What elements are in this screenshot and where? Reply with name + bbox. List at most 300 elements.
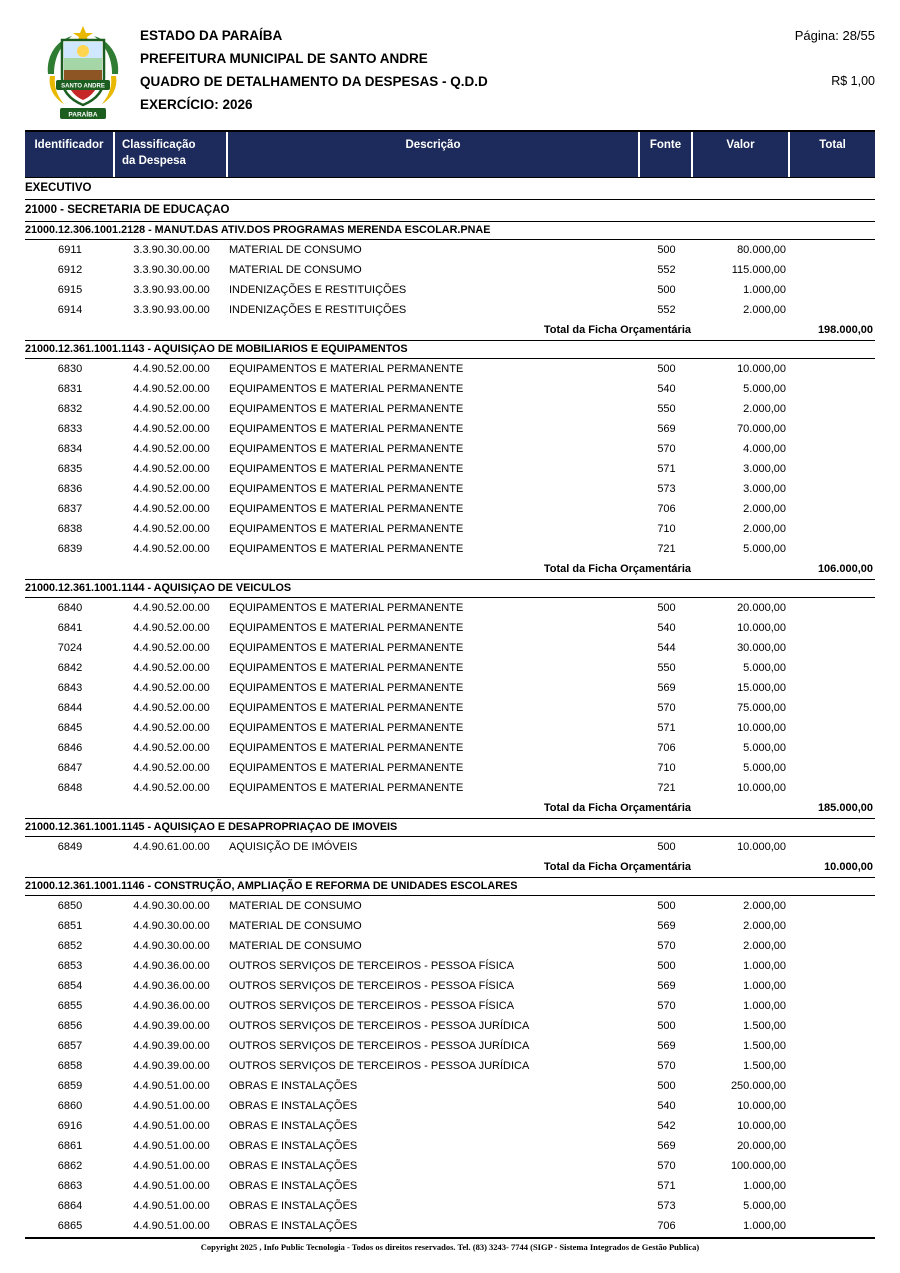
cell-classification: 4.4.90.61.00.00: [133, 841, 210, 853]
cell-identifier: 6851: [57, 920, 83, 932]
table-row: [25, 996, 875, 1016]
cell-total: [790, 539, 875, 559]
cell-source: 500: [657, 960, 676, 972]
table-row: [25, 1176, 875, 1196]
ficha-total-row: [25, 559, 875, 580]
cell-description: EQUIPAMENTOS E MATERIAL PERMANENTE: [229, 523, 464, 535]
table-row: [25, 916, 875, 936]
cell-total: [790, 419, 875, 439]
cell-source: 706: [657, 503, 676, 515]
cell-source: 569: [657, 1140, 676, 1152]
org-section-row: 21000 - SECRETARIA DE EDUCAÇAO: [25, 200, 875, 222]
cell-identifier: 6842: [57, 662, 83, 674]
ficha-total-value: 106.000,00: [817, 563, 873, 575]
cell-description: EQUIPAMENTOS E MATERIAL PERMANENTE: [229, 782, 464, 794]
cell-source: 542: [657, 1120, 676, 1132]
cell-description: EQUIPAMENTOS E MATERIAL PERMANENTE: [229, 682, 464, 694]
cell-source: 573: [657, 483, 676, 495]
cell-source: 721: [657, 782, 676, 794]
cell-total: [790, 379, 875, 399]
cell-source: 500: [657, 1020, 676, 1032]
column-header-description: Descrição: [228, 132, 640, 177]
cell-classification: 4.4.90.36.00.00: [133, 960, 210, 972]
cell-classification: 4.4.90.52.00.00: [133, 523, 210, 535]
cell-classification: 4.4.90.52.00.00: [133, 363, 210, 375]
cell-identifier: 6838: [57, 523, 83, 535]
table-body: [25, 222, 875, 1236]
cell-source: 500: [657, 602, 676, 614]
cell-value: 10.000,00: [737, 363, 786, 375]
ficha-total-row: [25, 798, 875, 819]
cell-value: 30.000,00: [737, 642, 786, 654]
table-row: [25, 956, 875, 976]
cell-total: [790, 718, 875, 738]
cell-source: 570: [657, 1060, 676, 1072]
cell-classification: 4.4.90.52.00.00: [133, 742, 210, 754]
cell-value: 100.000,00: [730, 1160, 786, 1172]
cell-classification: 4.4.90.52.00.00: [133, 503, 210, 515]
coat-of-arms-icon: [38, 24, 128, 122]
cell-identifier: 6835: [57, 463, 83, 475]
cell-identifier: 6849: [57, 841, 83, 853]
cell-description: EQUIPAMENTOS E MATERIAL PERMANENTE: [229, 363, 464, 375]
cell-source: 550: [657, 662, 676, 674]
cell-source: 571: [657, 722, 676, 734]
cell-identifier: 6857: [57, 1040, 83, 1052]
cell-source: 570: [657, 1160, 676, 1172]
cell-classification: 4.4.90.51.00.00: [133, 1120, 210, 1132]
report-title: QUADRO DE DETALHAMENTO DA DESPESAS - Q.D.D: [140, 74, 488, 89]
table-row: [25, 399, 875, 419]
table-row: [25, 1076, 875, 1096]
table-row: [25, 359, 875, 379]
cell-classification: 4.4.90.52.00.00: [133, 622, 210, 634]
report-title-block: [140, 24, 488, 116]
cell-total: [790, 976, 875, 996]
cell-value: 75.000,00: [737, 702, 786, 714]
cell-total: [790, 658, 875, 678]
cell-value: 5.000,00: [743, 543, 786, 555]
cell-value: 10.000,00: [737, 722, 786, 734]
cell-classification: 4.4.90.36.00.00: [133, 980, 210, 992]
cell-source: 500: [657, 1080, 676, 1092]
cell-total: [790, 479, 875, 499]
cell-total: [790, 300, 875, 320]
cell-total: [790, 778, 875, 798]
cell-classification: 4.4.90.39.00.00: [133, 1020, 210, 1032]
cell-description: EQUIPAMENTOS E MATERIAL PERMANENTE: [229, 702, 464, 714]
table-row: [25, 240, 875, 260]
cell-value: 2.000,00: [743, 940, 786, 952]
table-row: [25, 698, 875, 718]
cell-identifier: 6831: [57, 383, 83, 395]
cell-total: [790, 1056, 875, 1076]
table-row: [25, 499, 875, 519]
table-row: [25, 837, 875, 857]
cell-classification: 4.4.90.52.00.00: [133, 463, 210, 475]
cell-identifier: 6837: [57, 503, 83, 515]
cell-classification: 4.4.90.30.00.00: [133, 900, 210, 912]
cell-value: 5.000,00: [743, 742, 786, 754]
column-header-source: Fonte: [640, 132, 693, 177]
cell-classification: 4.4.90.52.00.00: [133, 602, 210, 614]
cell-description: OUTROS SERVIÇOS DE TERCEIROS - PESSOA JURÍDICA: [229, 1040, 530, 1052]
cell-description: OUTROS SERVIÇOS DE TERCEIROS - PESSOA FÍSICA: [229, 980, 515, 992]
cell-identifier: 6860: [57, 1100, 83, 1112]
column-header-identifier: Identificador: [25, 132, 115, 177]
cell-total: [790, 698, 875, 718]
cell-source: 706: [657, 742, 676, 754]
table-row: [25, 479, 875, 499]
ficha-total-value: 10.000,00: [824, 861, 873, 873]
cell-description: OBRAS E INSTALAÇÕES: [229, 1180, 358, 1192]
cell-identifier: 6845: [57, 722, 83, 734]
table-row: [25, 1136, 875, 1156]
cell-source: 706: [657, 1220, 676, 1232]
table-header-row: [25, 130, 875, 178]
table-row: [25, 658, 875, 678]
copyright-text: Copyright 2025 , Info Public Tecnologia - Todos os direitos reservados. Tel. (83) 3243- 7744 (SIGP - Sistema Integrados de Gestão Publica): [200, 1242, 700, 1252]
cell-description: EQUIPAMENTOS E MATERIAL PERMANENTE: [229, 642, 464, 654]
cell-source: 569: [657, 682, 676, 694]
cell-source: 500: [657, 244, 676, 256]
cell-total: [790, 280, 875, 300]
cell-value: 250.000,00: [730, 1080, 786, 1092]
cell-source: 550: [657, 403, 676, 415]
cell-identifier: 6846: [57, 742, 83, 754]
cell-description: EQUIPAMENTOS E MATERIAL PERMANENTE: [229, 463, 464, 475]
cell-identifier: 6855: [57, 1000, 83, 1012]
cell-classification: 3.3.90.93.00.00: [133, 304, 210, 316]
cell-total: [790, 459, 875, 479]
cell-description: OBRAS E INSTALAÇÕES: [229, 1080, 358, 1092]
cell-identifier: 6844: [57, 702, 83, 714]
ficha-total-label: Total da Ficha Orçamentária: [543, 563, 691, 575]
cell-total: [790, 758, 875, 778]
column-header-value: Valor: [693, 132, 790, 177]
cell-classification: 4.4.90.51.00.00: [133, 1100, 210, 1112]
cell-source: 710: [657, 523, 676, 535]
cell-description: EQUIPAMENTOS E MATERIAL PERMANENTE: [229, 602, 464, 614]
cell-value: 5.000,00: [743, 383, 786, 395]
cell-classification: 4.4.90.51.00.00: [133, 1160, 210, 1172]
cell-identifier: 6839: [57, 543, 83, 555]
table-row: [25, 896, 875, 916]
cell-description: EQUIPAMENTOS E MATERIAL PERMANENTE: [229, 662, 464, 674]
table-row: [25, 519, 875, 539]
cell-source: 710: [657, 762, 676, 774]
cell-source: 571: [657, 1180, 676, 1192]
cell-description: MATERIAL DE CONSUMO: [229, 264, 362, 276]
cell-source: 540: [657, 622, 676, 634]
cell-source: 570: [657, 1000, 676, 1012]
cell-total: [790, 916, 875, 936]
cell-description: INDENIZAÇÕES E RESTITUIÇÕES: [229, 284, 407, 296]
cell-classification: 4.4.90.52.00.00: [133, 483, 210, 495]
cell-identifier: 6865: [57, 1220, 83, 1232]
ficha-total-row: [25, 320, 875, 341]
table-row: [25, 1116, 875, 1136]
cell-identifier: 6859: [57, 1080, 83, 1092]
cell-identifier: 6854: [57, 980, 83, 992]
cell-value: 1.000,00: [743, 960, 786, 972]
cell-source: 500: [657, 363, 676, 375]
cell-description: EQUIPAMENTOS E MATERIAL PERMANENTE: [229, 403, 464, 415]
svg-text:SANTO ANDRE: SANTO ANDRE: [61, 83, 105, 90]
cell-identifier: 6850: [57, 900, 83, 912]
exercise-year: EXERCÍCIO: 2026: [140, 97, 253, 112]
cell-source: 569: [657, 980, 676, 992]
cell-total: [790, 499, 875, 519]
table-row: [25, 459, 875, 479]
cell-total: [790, 598, 875, 618]
cell-source: 500: [657, 841, 676, 853]
cell-value: 10.000,00: [737, 1100, 786, 1112]
cell-source: 540: [657, 383, 676, 395]
table-row: [25, 1096, 875, 1116]
cell-source: 570: [657, 940, 676, 952]
cell-description: OUTROS SERVIÇOS DE TERCEIROS - PESSOA FÍSICA: [229, 1000, 515, 1012]
table-row: [25, 1156, 875, 1176]
cell-total: [790, 359, 875, 379]
coat-of-arms-logo: [38, 24, 128, 122]
cell-identifier: 6843: [57, 682, 83, 694]
cell-value: 70.000,00: [737, 423, 786, 435]
cell-source: 570: [657, 702, 676, 714]
cell-description: EQUIPAMENTOS E MATERIAL PERMANENTE: [229, 722, 464, 734]
table-row: [25, 419, 875, 439]
cell-total: [790, 240, 875, 260]
cell-value: 1.500,00: [743, 1060, 786, 1072]
cell-classification: 4.4.90.51.00.00: [133, 1220, 210, 1232]
cell-identifier: 6834: [57, 443, 83, 455]
state-name: ESTADO DA PARAÍBA: [140, 28, 283, 43]
cell-classification: 4.4.90.51.00.00: [133, 1180, 210, 1192]
cell-classification: 4.4.90.30.00.00: [133, 940, 210, 952]
cell-description: AQUISIÇÃO DE IMÓVEIS: [229, 841, 358, 853]
cell-classification: 4.4.90.39.00.00: [133, 1060, 210, 1072]
power-section-row: EXECUTIVO: [25, 178, 875, 200]
cell-classification: 4.4.90.39.00.00: [133, 1040, 210, 1052]
table-row: [25, 439, 875, 459]
cell-identifier: 6840: [57, 602, 83, 614]
cell-description: OUTROS SERVIÇOS DE TERCEIROS - PESSOA JURÍDICA: [229, 1060, 530, 1072]
cell-value: 1.500,00: [743, 1040, 786, 1052]
cell-identifier: 6830: [57, 363, 83, 375]
table-row: [25, 758, 875, 778]
cell-source: 571: [657, 463, 676, 475]
table-row: [25, 1036, 875, 1056]
cell-identifier: 6863: [57, 1180, 83, 1192]
cell-classification: 4.4.90.52.00.00: [133, 443, 210, 455]
cell-value: 2.000,00: [743, 304, 786, 316]
ficha-total-value: 198.000,00: [817, 324, 873, 336]
cell-classification: 4.4.90.52.00.00: [133, 722, 210, 734]
ficha-total-label: Total da Ficha Orçamentária: [543, 324, 691, 336]
cell-description: OBRAS E INSTALAÇÕES: [229, 1140, 358, 1152]
cell-source: 552: [657, 264, 676, 276]
program-header-row: 21000.12.361.1001.1145 - AQUISIÇAO E DESAPROPRIAÇAO DE IMOVEIS: [25, 819, 875, 837]
cell-value: 5.000,00: [743, 762, 786, 774]
cell-identifier: 6861: [57, 1140, 83, 1152]
table-row: [25, 618, 875, 638]
cell-description: EQUIPAMENTOS E MATERIAL PERMANENTE: [229, 443, 464, 455]
cell-description: OBRAS E INSTALAÇÕES: [229, 1160, 358, 1172]
cell-classification: 3.3.90.30.00.00: [133, 264, 210, 276]
cell-identifier: 6853: [57, 960, 83, 972]
cell-total: [790, 1136, 875, 1156]
cell-source: 500: [657, 900, 676, 912]
column-header-classification: [115, 132, 228, 177]
cell-total: [790, 896, 875, 916]
table-row: [25, 598, 875, 618]
cell-description: OUTROS SERVIÇOS DE TERCEIROS - PESSOA FÍSICA: [229, 960, 515, 972]
table-row: [25, 738, 875, 758]
cell-total: [790, 1176, 875, 1196]
table-row: [25, 539, 875, 559]
cell-value: 2.000,00: [743, 920, 786, 932]
cell-identifier: 6916: [57, 1120, 83, 1132]
svg-text:PARAÍBA: PARAÍBA: [68, 111, 98, 119]
cell-description: OBRAS E INSTALAÇÕES: [229, 1120, 358, 1132]
cell-identifier: 6858: [57, 1060, 83, 1072]
cell-total: [790, 399, 875, 419]
program-header-row: 21000.12.361.1001.1143 - AQUISIÇAO DE MOBILIARIOS E EQUIPAMENTOS: [25, 341, 875, 359]
cell-total: [790, 1196, 875, 1216]
currency-unit: R$ 1,00: [831, 74, 875, 88]
cell-identifier: 6911: [58, 244, 82, 256]
page-number: Página: 28/55: [794, 28, 875, 43]
table-row: [25, 936, 875, 956]
cell-identifier: 6847: [57, 762, 83, 774]
ficha-total-row: [25, 857, 875, 878]
cell-total: [790, 1156, 875, 1176]
cell-total: [790, 618, 875, 638]
cell-total: [790, 638, 875, 658]
ficha-total-label: Total da Ficha Orçamentária: [543, 802, 691, 814]
cell-value: 10.000,00: [737, 622, 786, 634]
cell-description: OUTROS SERVIÇOS DE TERCEIROS - PESSOA JURÍDICA: [229, 1020, 530, 1032]
cell-value: 5.000,00: [743, 1200, 786, 1212]
cell-value: 10.000,00: [737, 841, 786, 853]
cell-classification: 4.4.90.52.00.00: [133, 782, 210, 794]
cell-classification: 4.4.90.52.00.00: [133, 423, 210, 435]
cell-classification: 4.4.90.52.00.00: [133, 682, 210, 694]
cell-source: 570: [657, 443, 676, 455]
cell-description: OBRAS E INSTALAÇÕES: [229, 1200, 358, 1212]
cell-total: [790, 439, 875, 459]
table-row: [25, 260, 875, 280]
ficha-total-label: Total da Ficha Orçamentária: [543, 861, 691, 873]
cell-value: 1.000,00: [743, 980, 786, 992]
cell-description: MATERIAL DE CONSUMO: [229, 244, 362, 256]
cell-source: 540: [657, 1100, 676, 1112]
cell-classification: 4.4.90.52.00.00: [133, 762, 210, 774]
cell-source: 573: [657, 1200, 676, 1212]
table-row: [25, 1196, 875, 1216]
cell-total: [790, 519, 875, 539]
cell-value: 3.000,00: [743, 463, 786, 475]
classification-line2: da Despesa: [122, 155, 186, 167]
cell-identifier: 6836: [57, 483, 83, 495]
cell-identifier: 6848: [57, 782, 83, 794]
cell-description: OBRAS E INSTALAÇÕES: [229, 1100, 358, 1112]
cell-identifier: 6912: [57, 264, 83, 276]
column-header-total: Total: [790, 132, 875, 177]
cell-value: 80.000,00: [737, 244, 786, 256]
cell-total: [790, 1076, 875, 1096]
cell-description: OBRAS E INSTALAÇÕES: [229, 1220, 358, 1232]
cell-total: [790, 1096, 875, 1116]
cell-classification: 4.4.90.52.00.00: [133, 642, 210, 654]
cell-classification: 4.4.90.52.00.00: [133, 543, 210, 555]
cell-source: 569: [657, 920, 676, 932]
program-header-row: 21000.12.361.1001.1146 - CONSTRUÇÃO, AMPLIAÇÃO E REFORMA DE UNIDADES ESCOLARES: [25, 878, 875, 896]
municipality-name: PREFEITURA MUNICIPAL DE SANTO ANDRE: [140, 51, 428, 66]
ficha-total-value: 185.000,00: [817, 802, 873, 814]
cell-total: [790, 1036, 875, 1056]
cell-value: 20.000,00: [737, 602, 786, 614]
report-header: [0, 0, 900, 130]
cell-classification: 4.4.90.30.00.00: [133, 920, 210, 932]
program-header-row: 21000.12.306.1001.2128 - MANUT.DAS ATIV.DOS PROGRAMAS MERENDA ESCOLAR.PNAE: [25, 222, 875, 240]
table-row: [25, 976, 875, 996]
cell-description: EQUIPAMENTOS E MATERIAL PERMANENTE: [229, 543, 464, 555]
cell-source: 552: [657, 304, 676, 316]
cell-source: 544: [657, 642, 676, 654]
cell-total: [790, 1216, 875, 1236]
cell-value: 2.000,00: [743, 503, 786, 515]
cell-identifier: 6852: [57, 940, 83, 952]
table-row: [25, 638, 875, 658]
cell-identifier: 6833: [57, 423, 83, 435]
cell-value: 1.000,00: [743, 1180, 786, 1192]
cell-total: [790, 260, 875, 280]
cell-value: 115.000,00: [731, 264, 786, 276]
cell-value: 2.000,00: [743, 403, 786, 415]
cell-classification: 3.3.90.93.00.00: [133, 284, 210, 296]
cell-classification: 4.4.90.36.00.00: [133, 1000, 210, 1012]
cell-description: EQUIPAMENTOS E MATERIAL PERMANENTE: [229, 383, 464, 395]
cell-identifier: 6914: [57, 304, 83, 316]
cell-classification: 4.4.90.51.00.00: [133, 1080, 210, 1092]
classification-line1: Classificação: [122, 139, 196, 151]
table-row: [25, 1016, 875, 1036]
cell-total: [790, 837, 875, 857]
cell-value: 3.000,00: [743, 483, 786, 495]
cell-value: 1.000,00: [743, 1220, 786, 1232]
cell-value: 1.000,00: [743, 284, 786, 296]
table-row: [25, 280, 875, 300]
cell-description: EQUIPAMENTOS E MATERIAL PERMANENTE: [229, 503, 464, 515]
cell-total: [790, 996, 875, 1016]
cell-description: EQUIPAMENTOS E MATERIAL PERMANENTE: [229, 762, 464, 774]
table-row: [25, 718, 875, 738]
cell-classification: 4.4.90.51.00.00: [133, 1200, 210, 1212]
cell-value: 4.000,00: [743, 443, 786, 455]
cell-classification: 4.4.90.52.00.00: [133, 383, 210, 395]
cell-source: 500: [657, 284, 676, 296]
table-row: [25, 778, 875, 798]
cell-value: 15.000,00: [737, 682, 786, 694]
cell-classification: 3.3.90.30.00.00: [133, 244, 210, 256]
cell-total: [790, 936, 875, 956]
cell-identifier: 7024: [57, 642, 83, 654]
cell-value: 10.000,00: [737, 782, 786, 794]
cell-description: EQUIPAMENTOS E MATERIAL PERMANENTE: [229, 483, 464, 495]
cell-total: [790, 956, 875, 976]
table-row: [25, 1056, 875, 1076]
